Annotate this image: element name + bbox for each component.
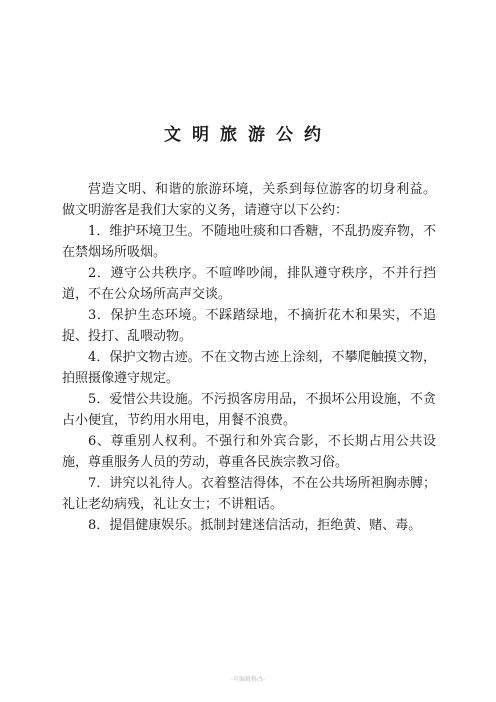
page-footer: -可编辑修改- (230, 676, 266, 683)
document-title: 文明旅游公约 (164, 125, 332, 145)
document-body (62, 179, 436, 536)
rule-item-8: 8．提倡健康娱乐。抵制封建迷信活动，拒绝黄、赌、毒。 (88, 518, 422, 533)
rule-item-4: 4．保护文物古迹。不在文物古迹上涂刻，不攀爬触摸文物，拍照摄像遵守规定。 (62, 350, 436, 386)
rule-item-2: 2．遵守公共秩序。不喧哗吵闹，排队遵守秩序，不并行挡道，不在公众场所高声交谈。 (62, 266, 436, 302)
rule-item-5: 5．爱惜公共设施。不污损客房用品，不损坏公用设施，不贪占小便宜，节约用水用电，用餐不浪费。 (62, 392, 436, 428)
intro-paragraph: 营造文明、和谐的旅游环境，关系到每位游客的切身利益。做文明游客是我们大家的义务，请遵守以下公约： (62, 182, 436, 218)
rule-item-3: 3．保护生态环境。不踩踏绿地，不摘折花木和果实，不追捉、投打、乱喂动物。 (62, 308, 436, 344)
rule-item-6: 6、尊重别人权利。不强行和外宾合影，不长期占用公共设施，尊重服务人员的劳动，尊重各民族宗教习俗。 (62, 434, 436, 470)
rule-item-1: 1．维护环境卫生。不随地吐痰和口香糖，不乱扔废弃物，不在禁烟场所吸烟。 (62, 224, 436, 260)
rule-item-7: 7．讲究以礼待人。衣着整洁得体，不在公共场所袒胸赤膊；礼让老幼病残，礼让女士；不讲粗话。 (62, 476, 436, 512)
